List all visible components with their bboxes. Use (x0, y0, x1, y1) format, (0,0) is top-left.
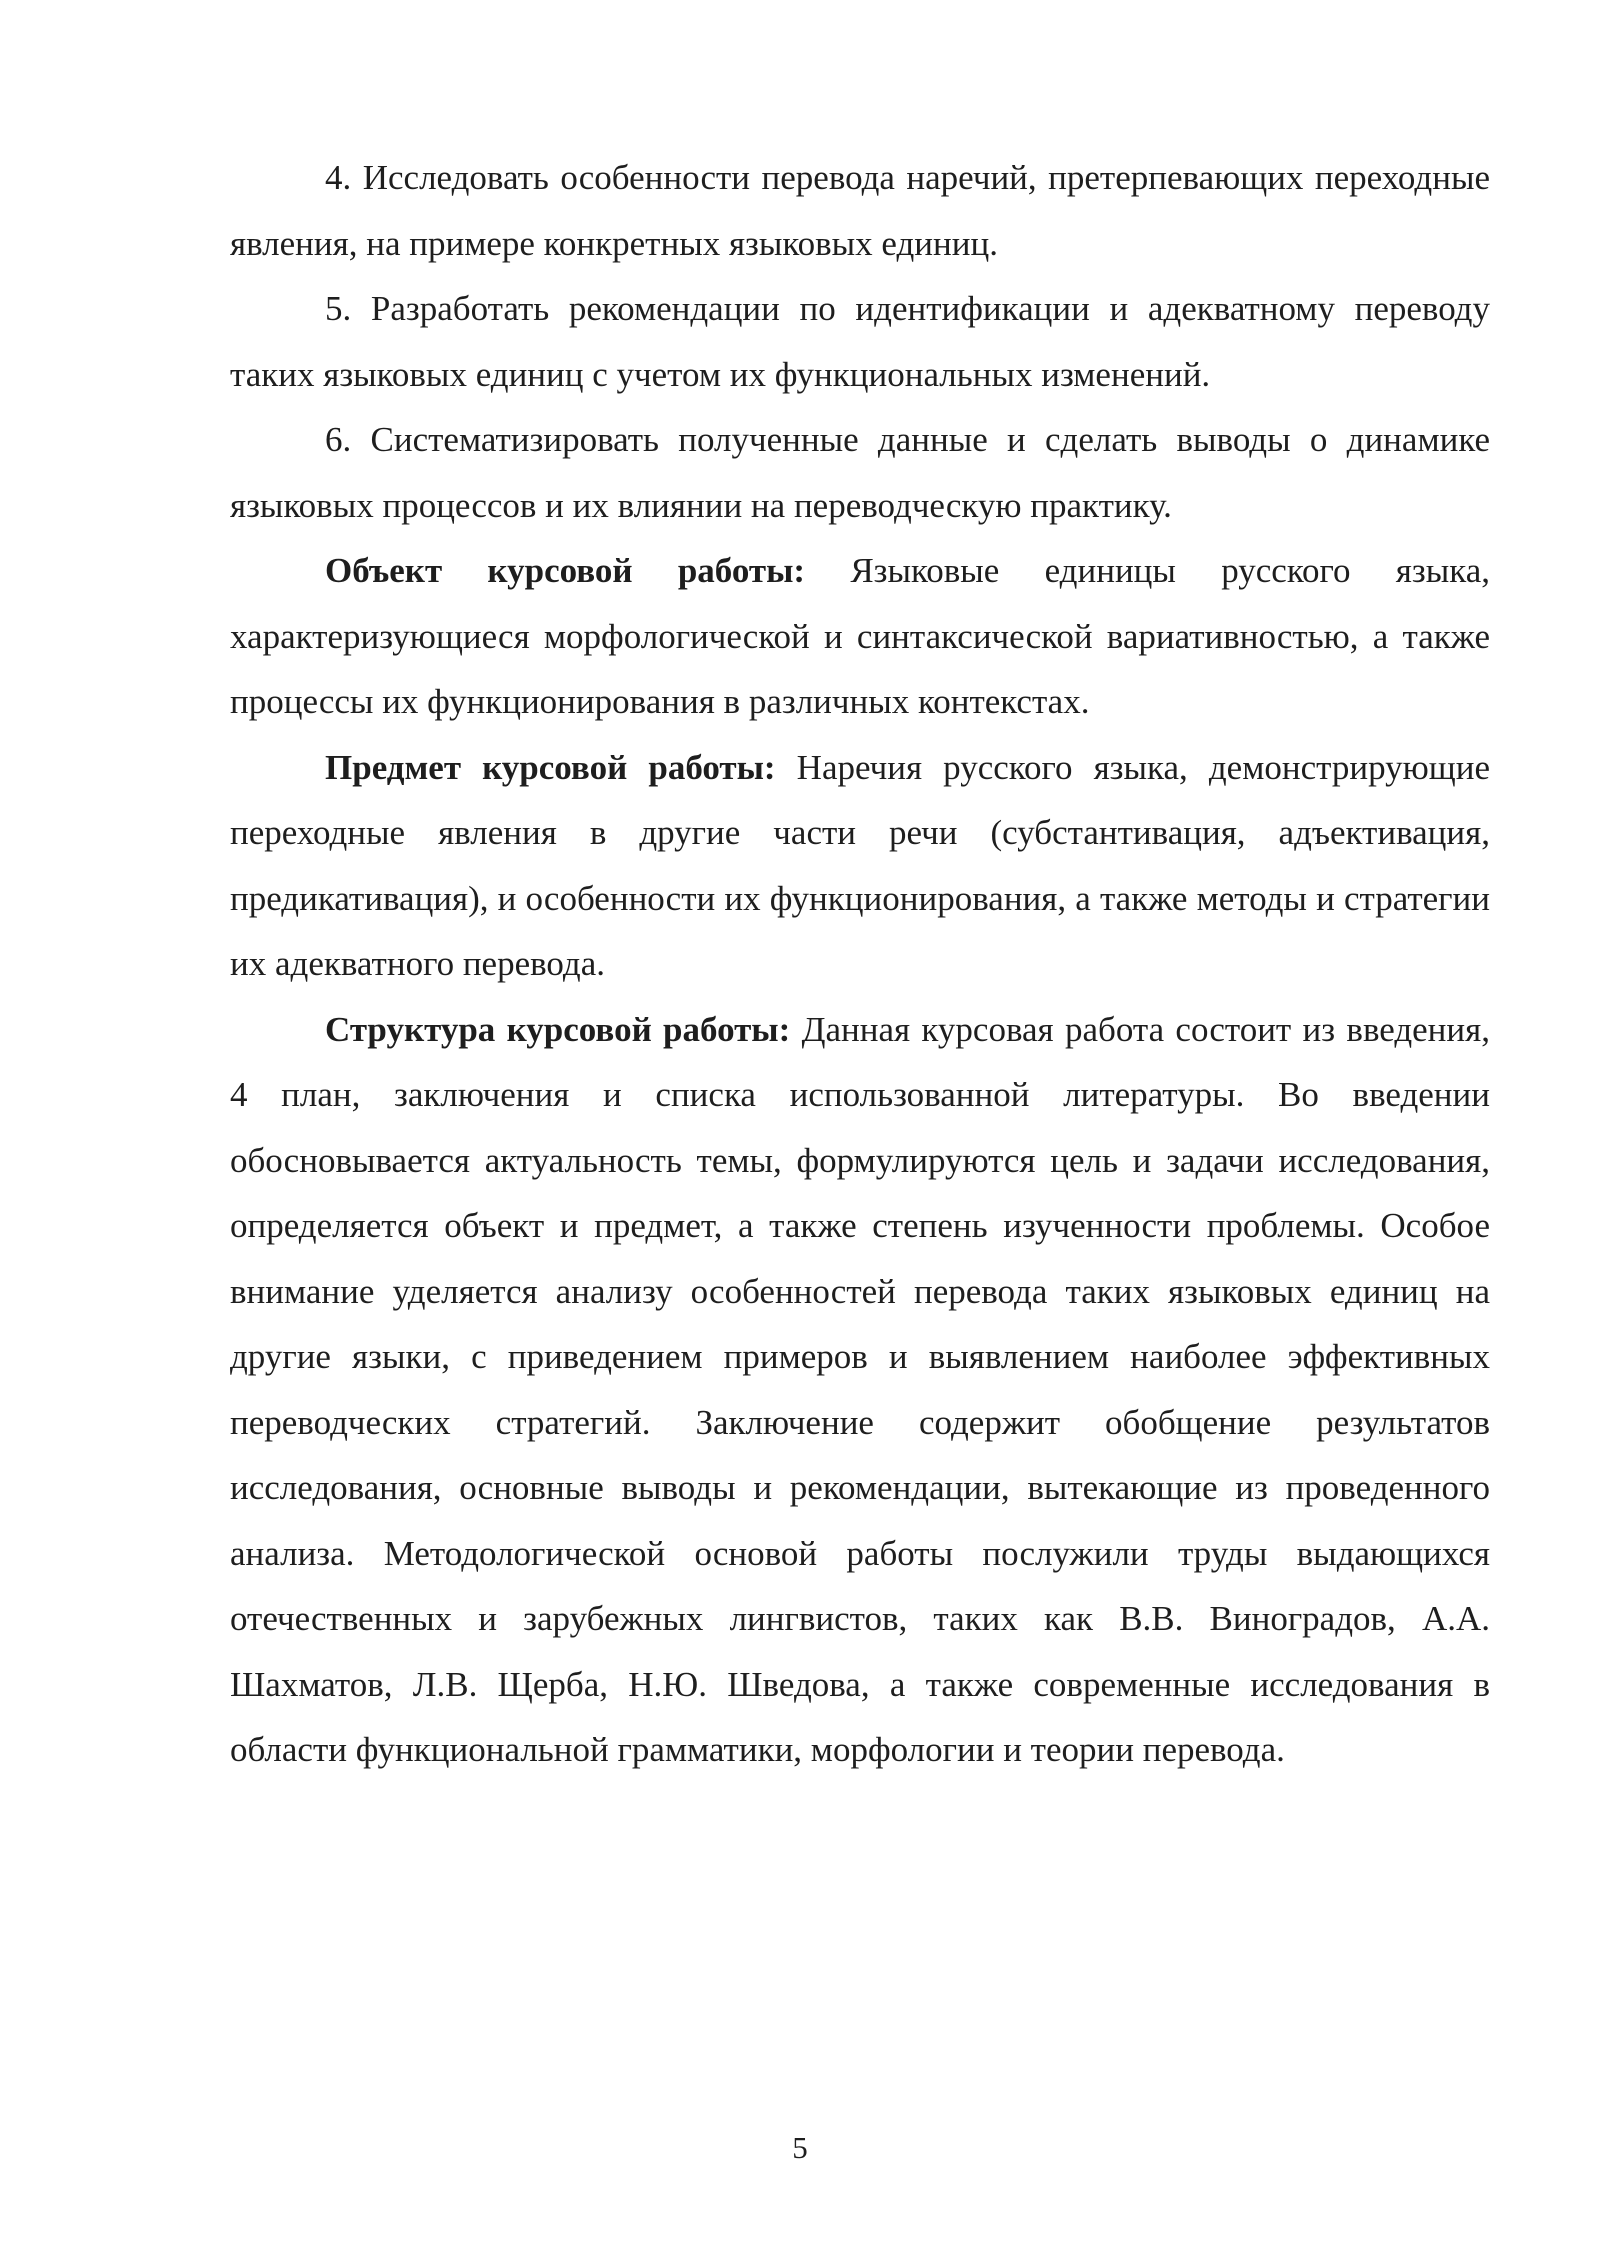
subject-text: Наречия русского языка, демонстрирующие переходные явления в другие части речи (субстантивация, адъективация, предикативация), и особенности их функционирования, а также методы и стратегии их адекватного перевода. (230, 747, 1490, 983)
structure-heading: Структура курсовой работы: (325, 1009, 791, 1049)
paragraph-text: 6. Систематизировать полученные данные и сделать выводы о динамике языковых процессов и их влиянии на переводческую практику. (230, 420, 1490, 525)
structure-text: Данная курсовая работа состоит из введения, 4 план, заключения и списка использованной литературы. Во введении обосновывается актуальность темы, формулируются цель и задачи исследования, определяется объект и предмет, а также степень изученности проблемы. Особое внимание уделяется анализу особенностей перевода таких языковых единиц на другие языки, с приведением примеров и выявлением наиболее эффективных переводческих стратегий. Заключение содержит обобщение результатов исследования, основные выводы и рекомендации, вытекающие из проведенного анализа. Методологической основой работы послужили труды выдающихся отечественных и зарубежных лингвистов, таких как В.В. Виноградов, А.А. Шахматов, Л.В. Щерба, Н.Ю. Шведова, а также современные исследования в области функциональной грамматики, морфологии и теории перевода. (230, 1009, 1490, 1769)
paragraph-text: 4. Исследовать особенности перевода наречий, претерпевающих переходные явления, на примере конкретных языковых единиц. (230, 158, 1490, 263)
object-paragraph (230, 538, 1490, 735)
task-item-4 (230, 145, 1490, 276)
document-body (230, 145, 1490, 1783)
structure-paragraph (230, 997, 1490, 1783)
object-heading: Объект курсовой работы: (325, 551, 806, 590)
task-item-5 (230, 276, 1490, 407)
subject-paragraph (230, 735, 1490, 997)
object-text: Языковые единицы русского языка, характеризующиеся морфологической и синтаксической вариативностью, а также процессы их функционирования в различных контекстах. (230, 551, 1491, 721)
task-item-6 (230, 407, 1490, 538)
page-number: 5 (792, 2130, 808, 2165)
paragraph-text: 5. Разработать рекомендации по идентификации и адекватному переводу таких языковых единиц с учетом их функциональных изменений. (230, 289, 1490, 394)
subject-heading: Предмет курсовой работы: (325, 747, 776, 787)
